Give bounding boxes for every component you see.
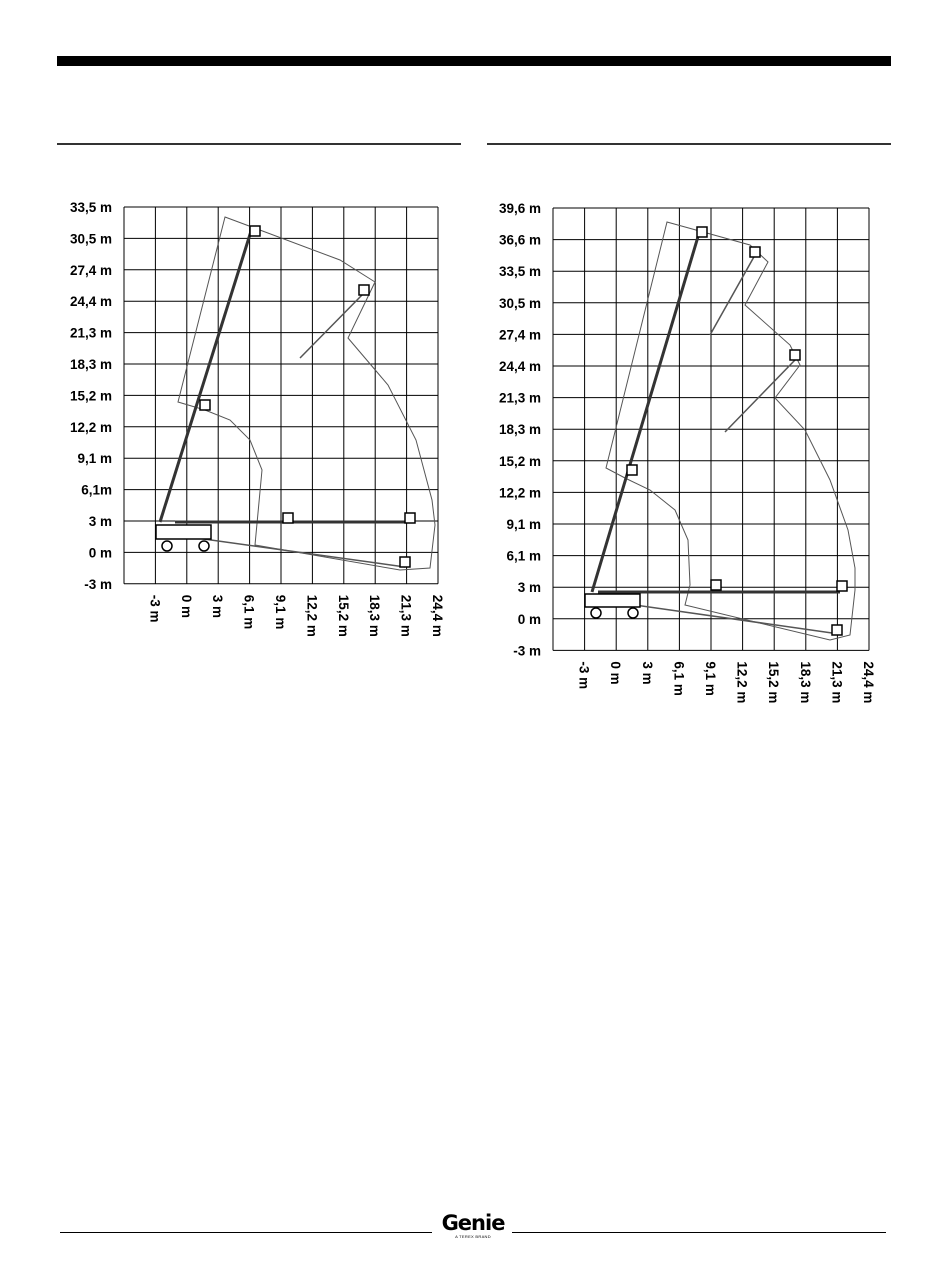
wheel-icon xyxy=(628,608,638,618)
x-tick-label: 3 m xyxy=(210,594,226,619)
platform-icon xyxy=(697,227,707,237)
footer-rule-right xyxy=(512,1232,886,1233)
y-tick-label: 15,2 m xyxy=(69,388,112,404)
y-tick-label: 3 m xyxy=(517,580,541,596)
y-tick-label: 24,4 m xyxy=(69,294,112,310)
y-tick-label: 3 m xyxy=(88,514,112,529)
y-tick-label: 27,4 m xyxy=(498,327,541,343)
y-tick-label: 30,5 m xyxy=(498,295,541,311)
x-tick-label: 18,3 m xyxy=(797,661,813,704)
reach-envelope xyxy=(606,222,855,640)
y-tick-label: 33,5 m xyxy=(498,264,541,280)
y-tick-label: 30,5 m xyxy=(69,231,112,247)
x-tick-label: 18,3 m xyxy=(367,594,383,637)
x-tick-label: 3 m xyxy=(639,661,655,685)
x-tick-label: 12,2 m xyxy=(304,594,320,637)
x-tick-label: 15,2 m xyxy=(335,594,351,637)
x-tick-label: 24,4 m xyxy=(861,661,876,704)
y-tick-label: 9,1 m xyxy=(506,517,541,532)
platform-icon xyxy=(790,350,800,360)
wheel-icon xyxy=(591,608,601,618)
y-tick-label: 21,3 m xyxy=(69,325,112,341)
machine-chassis xyxy=(585,594,640,607)
y-tick-label: 18,3 m xyxy=(498,422,541,438)
logo-tagline: A TEREX BRAND xyxy=(455,1234,491,1239)
platform-icon xyxy=(837,581,847,591)
y-tick-label: 27,4 m xyxy=(69,262,112,278)
x-tick-label: 6,1 m xyxy=(671,661,687,696)
x-tick-label: 0 m xyxy=(178,594,194,619)
platform-icon xyxy=(832,625,842,635)
x-tick-label: 12,2 m xyxy=(734,661,750,704)
x-tick-label: 15,2 m xyxy=(766,661,782,704)
y-tick-label: 24,4 m xyxy=(498,359,541,374)
y-tick-label: -3 m xyxy=(84,576,112,592)
logo-wordmark: Genie xyxy=(441,1211,505,1235)
x-tick-label: -3 m xyxy=(576,661,592,690)
y-tick-label: 36,6 m xyxy=(498,232,541,248)
x-tick-label: 21,3 m xyxy=(398,594,414,637)
x-tick-label: 24,4 m xyxy=(430,594,445,637)
x-tick-label: 21,3 m xyxy=(829,661,845,704)
y-tick-label: 12,2 m xyxy=(69,419,112,435)
x-tick-label: 6,1 m xyxy=(241,594,257,630)
y-tick-label: 12,2 m xyxy=(498,485,541,501)
y-tick-label: -3 m xyxy=(513,643,541,659)
y-tick-label: 33,5 m xyxy=(69,200,112,215)
boom-diagonal xyxy=(710,255,755,335)
y-tick-label: 39,6 m xyxy=(498,201,541,216)
boom-vertical xyxy=(592,230,700,592)
y-tick-label: 6,1 m xyxy=(506,548,541,564)
x-tick-label: 9,1 m xyxy=(703,661,718,696)
platform-icon xyxy=(627,465,637,475)
platform-icon xyxy=(750,247,760,257)
y-tick-label: 15,2 m xyxy=(498,453,541,469)
footer-rule-left xyxy=(60,1232,432,1233)
x-tick-label: -3 m xyxy=(147,594,163,623)
y-tick-label: 9,1 m xyxy=(77,451,112,467)
boom-diagonal xyxy=(725,360,795,432)
genie-logo xyxy=(438,1212,508,1239)
y-tick-label: 0 m xyxy=(517,611,541,627)
y-tick-label: 0 m xyxy=(88,545,112,561)
y-tick-label: 6,1m xyxy=(81,482,112,498)
x-tick-label: 9,1 m xyxy=(273,594,288,630)
y-tick-label: 18,3 m xyxy=(69,357,112,372)
platform-icon xyxy=(711,580,721,590)
x-tick-label: 0 m xyxy=(608,661,624,685)
y-tick-label: 21,3 m xyxy=(498,390,541,406)
